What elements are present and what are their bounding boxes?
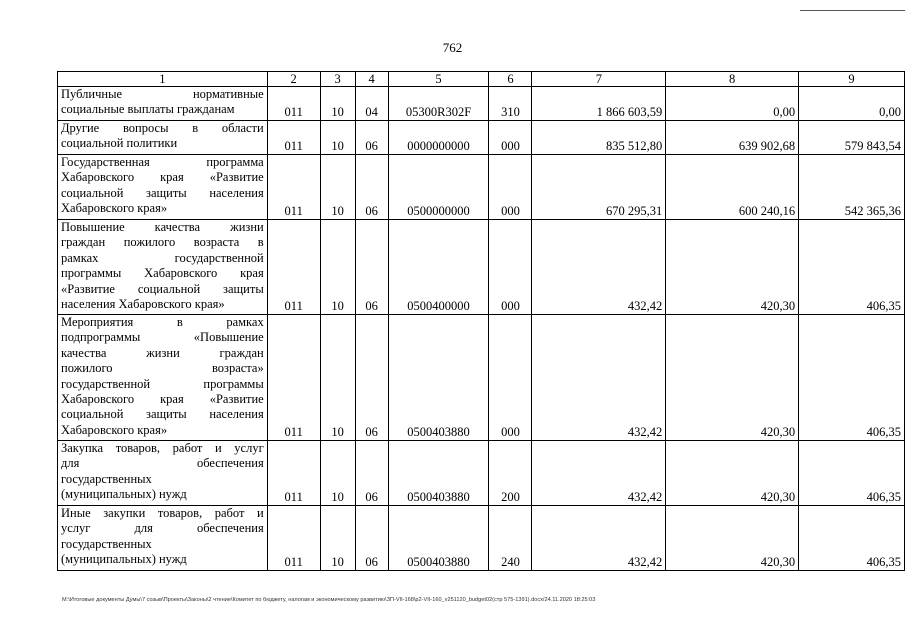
description-line: качества жизни граждан <box>61 345 264 360</box>
description-line: Закупка товаров, работ и услуг <box>61 441 264 455</box>
amount-col-7: 432,42 <box>532 315 666 441</box>
footer-file-path: М:\Итоговые документы Думы\7 созыв\Проекты\Законы\2 чтение\Комитет по бюджету, налогам и экономическому развитию\ЗП-VII-168\р2-VII-160_v251120_budget02(стр 575-1391).docx/24.11.2020 18:25:03 <box>62 597 596 603</box>
column-header-8: 8 <box>666 72 799 87</box>
ministry-code: 011 <box>267 87 320 121</box>
expense-type-code: 200 <box>489 441 532 506</box>
section-code: 10 <box>320 315 355 441</box>
expense-type-code: 240 <box>489 506 532 571</box>
description-line: Хабаровского края «Развитие <box>61 391 264 406</box>
description-line: Повышение качества жизни <box>61 220 264 234</box>
expense-type-code: 310 <box>489 87 532 121</box>
ministry-code: 011 <box>267 220 320 315</box>
subsection-code: 06 <box>355 121 388 155</box>
target-item-code: 0500403880 <box>388 506 489 571</box>
row-description <box>58 441 268 506</box>
expense-type-code: 000 <box>489 220 532 315</box>
row-description <box>58 506 268 571</box>
ministry-code: 011 <box>267 441 320 506</box>
subsection-code: 06 <box>355 441 388 506</box>
row-description <box>58 220 268 315</box>
description-line: «Развитие социальной защиты <box>61 281 264 296</box>
amount-col-8: 0,00 <box>666 87 799 121</box>
ministry-code: 011 <box>267 121 320 155</box>
description-line: (муниципальных) нужд <box>61 552 187 567</box>
section-code: 10 <box>320 220 355 315</box>
section-code: 10 <box>320 441 355 506</box>
subsection-code: 04 <box>355 87 388 121</box>
description-line: Государственная программа <box>61 155 264 169</box>
target-item-code: 0500403880 <box>388 441 489 506</box>
subsection-code: 06 <box>355 220 388 315</box>
table-row <box>58 155 905 220</box>
amount-col-9: 406,35 <box>799 315 905 441</box>
description-line: государственных <box>61 471 152 486</box>
amount-col-8: 420,30 <box>666 441 799 506</box>
ministry-code: 011 <box>267 155 320 220</box>
amount-col-7: 432,42 <box>532 220 666 315</box>
description-line: Другие вопросы в области <box>61 121 264 135</box>
budget-table <box>57 71 905 571</box>
column-header-1: 1 <box>58 72 268 87</box>
table-row <box>58 220 905 315</box>
target-item-code: 0500403880 <box>388 315 489 441</box>
column-header-2: 2 <box>267 72 320 87</box>
description-line: государственной программы <box>61 376 264 391</box>
amount-col-8: 420,30 <box>666 506 799 571</box>
description-line: государственных <box>61 536 152 551</box>
amount-col-8: 420,30 <box>666 315 799 441</box>
expense-type-code: 000 <box>489 315 532 441</box>
table-row <box>58 121 905 155</box>
description-line: подпрограммы «Повышение <box>61 330 264 345</box>
amount-col-7: 432,42 <box>532 506 666 571</box>
description-line: рамках государственной <box>61 250 264 265</box>
description-line: Публичные нормативные <box>61 87 264 101</box>
target-item-code: 0000000000 <box>388 121 489 155</box>
expense-type-code: 000 <box>489 155 532 220</box>
page-number: 762 <box>442 40 463 55</box>
amount-col-9: 406,35 <box>799 506 905 571</box>
amount-col-9: 406,35 <box>799 441 905 506</box>
table-row <box>58 506 905 571</box>
section-code: 10 <box>320 87 355 121</box>
amount-col-9: 542 365,36 <box>799 155 905 220</box>
description-line: Иные закупки товаров, работ и <box>61 506 264 520</box>
description-line: Мероприятия в рамках <box>61 315 264 329</box>
column-header-3: 3 <box>320 72 355 87</box>
description-line: социальной защиты населения <box>61 407 264 422</box>
table-body <box>58 87 905 571</box>
column-header-5: 5 <box>388 72 489 87</box>
description-line: программы Хабаровского края <box>61 266 264 281</box>
amount-col-7: 432,42 <box>532 441 666 506</box>
column-header-4: 4 <box>355 72 388 87</box>
amount-col-9: 406,35 <box>799 220 905 315</box>
target-item-code: 0500400000 <box>388 220 489 315</box>
expense-type-code: 000 <box>489 121 532 155</box>
target-item-code: 0500000000 <box>388 155 489 220</box>
description-line: для обеспечения <box>61 456 264 471</box>
row-description <box>58 155 268 220</box>
amount-col-7: 835 512,80 <box>532 121 666 155</box>
description-line: социальной защиты населения <box>61 185 264 200</box>
column-header-9: 9 <box>799 72 905 87</box>
ministry-code: 011 <box>267 315 320 441</box>
top-edge-line <box>800 10 905 11</box>
amount-col-9: 579 843,54 <box>799 121 905 155</box>
amount-col-7: 670 295,31 <box>532 155 666 220</box>
description-line: Хабаровского края «Развитие <box>61 170 264 185</box>
description-line: социальные выплаты гражданам <box>61 102 235 117</box>
table-row <box>58 441 905 506</box>
description-line: (муниципальных) нужд <box>61 487 187 502</box>
header-row <box>58 72 905 87</box>
ministry-code: 011 <box>267 506 320 571</box>
description-line: пожилого возраста» <box>61 361 264 376</box>
description-line: граждан пожилого возраста в <box>61 235 264 250</box>
amount-col-7: 1 866 603,59 <box>532 87 666 121</box>
amount-col-8: 600 240,16 <box>666 155 799 220</box>
row-description <box>58 87 268 121</box>
description-line: населения Хабаровского края» <box>61 296 225 311</box>
section-code: 10 <box>320 121 355 155</box>
table-row <box>58 87 905 121</box>
table-row <box>58 315 905 441</box>
row-description <box>58 121 268 155</box>
amount-col-8: 639 902,68 <box>666 121 799 155</box>
subsection-code: 06 <box>355 155 388 220</box>
section-code: 10 <box>320 506 355 571</box>
column-header-6: 6 <box>489 72 532 87</box>
description-line: социальной политики <box>61 136 178 151</box>
description-line: Хабаровского края» <box>61 201 168 216</box>
description-line: Хабаровского края» <box>61 422 168 437</box>
target-item-code: 05300R302F <box>388 87 489 121</box>
subsection-code: 06 <box>355 506 388 571</box>
amount-col-8: 420,30 <box>666 220 799 315</box>
column-header-7: 7 <box>532 72 666 87</box>
description-line: услуг для обеспечения <box>61 521 264 536</box>
section-code: 10 <box>320 155 355 220</box>
row-description <box>58 315 268 441</box>
amount-col-9: 0,00 <box>799 87 905 121</box>
subsection-code: 06 <box>355 315 388 441</box>
